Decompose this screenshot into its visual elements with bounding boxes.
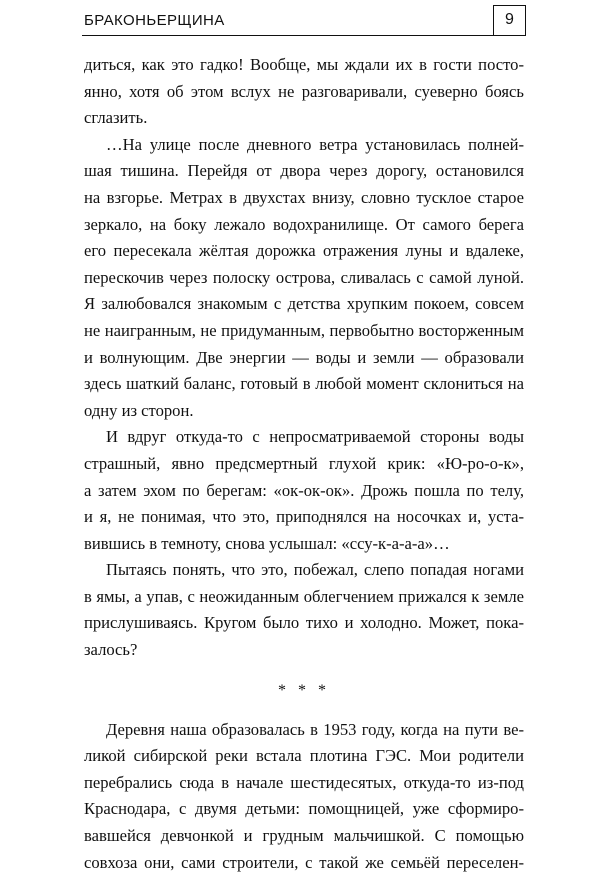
text-line: одну из сторон. <box>84 400 194 420</box>
text-line: перебрались сюда в начале шестидесятых, откуда-то из-под <box>84 772 524 792</box>
text-line: сглазить. <box>84 108 148 128</box>
text-line: шая тишина. Перейдя от двора через дорогу, остановился <box>84 161 524 181</box>
text-line: в ямы, а упав, с неожиданным облегчением прижался к земле <box>84 586 524 606</box>
text-line: совхоза они, сами строители, с такой же семьёй переселен- <box>84 852 524 872</box>
section-separator: * * * <box>278 681 330 699</box>
text-line: прислушиваясь. Кругом было тихо и холодно. Может, пока- <box>84 613 524 633</box>
text-line: ликой сибирской реки встала плотина ГЭС. Мои родители <box>84 746 524 766</box>
text-line: на взгорье. Метрах в двухстах внизу, словно тусклое старое <box>84 187 524 207</box>
text-line: вавшейся девчонкой и грудным мальчишкой. С помощью <box>84 826 524 846</box>
text-line: и я, не понимая, что это, приподнялся на носочках и, уста- <box>84 507 524 527</box>
header-rule <box>82 35 526 36</box>
text-line: и волнующим. Две энергии — воды и земли — образовали <box>84 347 524 367</box>
text-line: страшный, явно предсмертный глухой крик: «Ю-ро-о-к», <box>84 453 524 473</box>
text-line: …На улице после дневного ветра установилась полней- <box>106 134 524 154</box>
text-line: не наигранным, не придуманным, первобытно восторженным <box>84 320 524 340</box>
text-line: янно, хотя об этом вслух не разговаривали, суеверно боясь <box>84 81 524 101</box>
text-line: здесь шаткий баланс, готовый в любой момент склониться на <box>84 374 524 394</box>
page-number: 9 <box>493 5 526 35</box>
text-line: И вдруг откуда-то с непросматриваемой стороны воды <box>106 427 524 447</box>
running-header-title: БРАКОНЬЕРЩИНА <box>84 12 225 29</box>
text-line: его пересекала жёлтая дорожка отражения луны и вдалеке, <box>84 241 524 261</box>
text-line: перескочив через полоску острова, сливалась с самой луной. <box>84 267 524 287</box>
text-line: залось? <box>84 640 138 660</box>
text-line: зеркало, на боку лежало водохранилище. От самого берега <box>84 214 524 234</box>
text-line: а затем эхом по берегам: «ок-ок-ок». Дрожь пошла по телу, <box>84 480 524 500</box>
text-line: Я залюбовался знакомым с детства хрупким покоем, совсем <box>84 294 524 314</box>
text-line: Краснодара, с двумя детьми: помощницей, уже сформиро- <box>84 799 524 819</box>
text-line: вившись в темноту, снова услышал: «ссу-к-а-а-а»… <box>84 533 450 553</box>
text-line: Деревня наша образовалась в 1953 году, когда на пути ве- <box>106 719 524 739</box>
body-text <box>84 52 524 876</box>
text-line: Пытаясь понять, что это, побежал, слепо попадая ногами <box>106 560 524 580</box>
text-line: диться, как это гадко! Вообще, мы ждали их в гости посто- <box>84 55 524 74</box>
